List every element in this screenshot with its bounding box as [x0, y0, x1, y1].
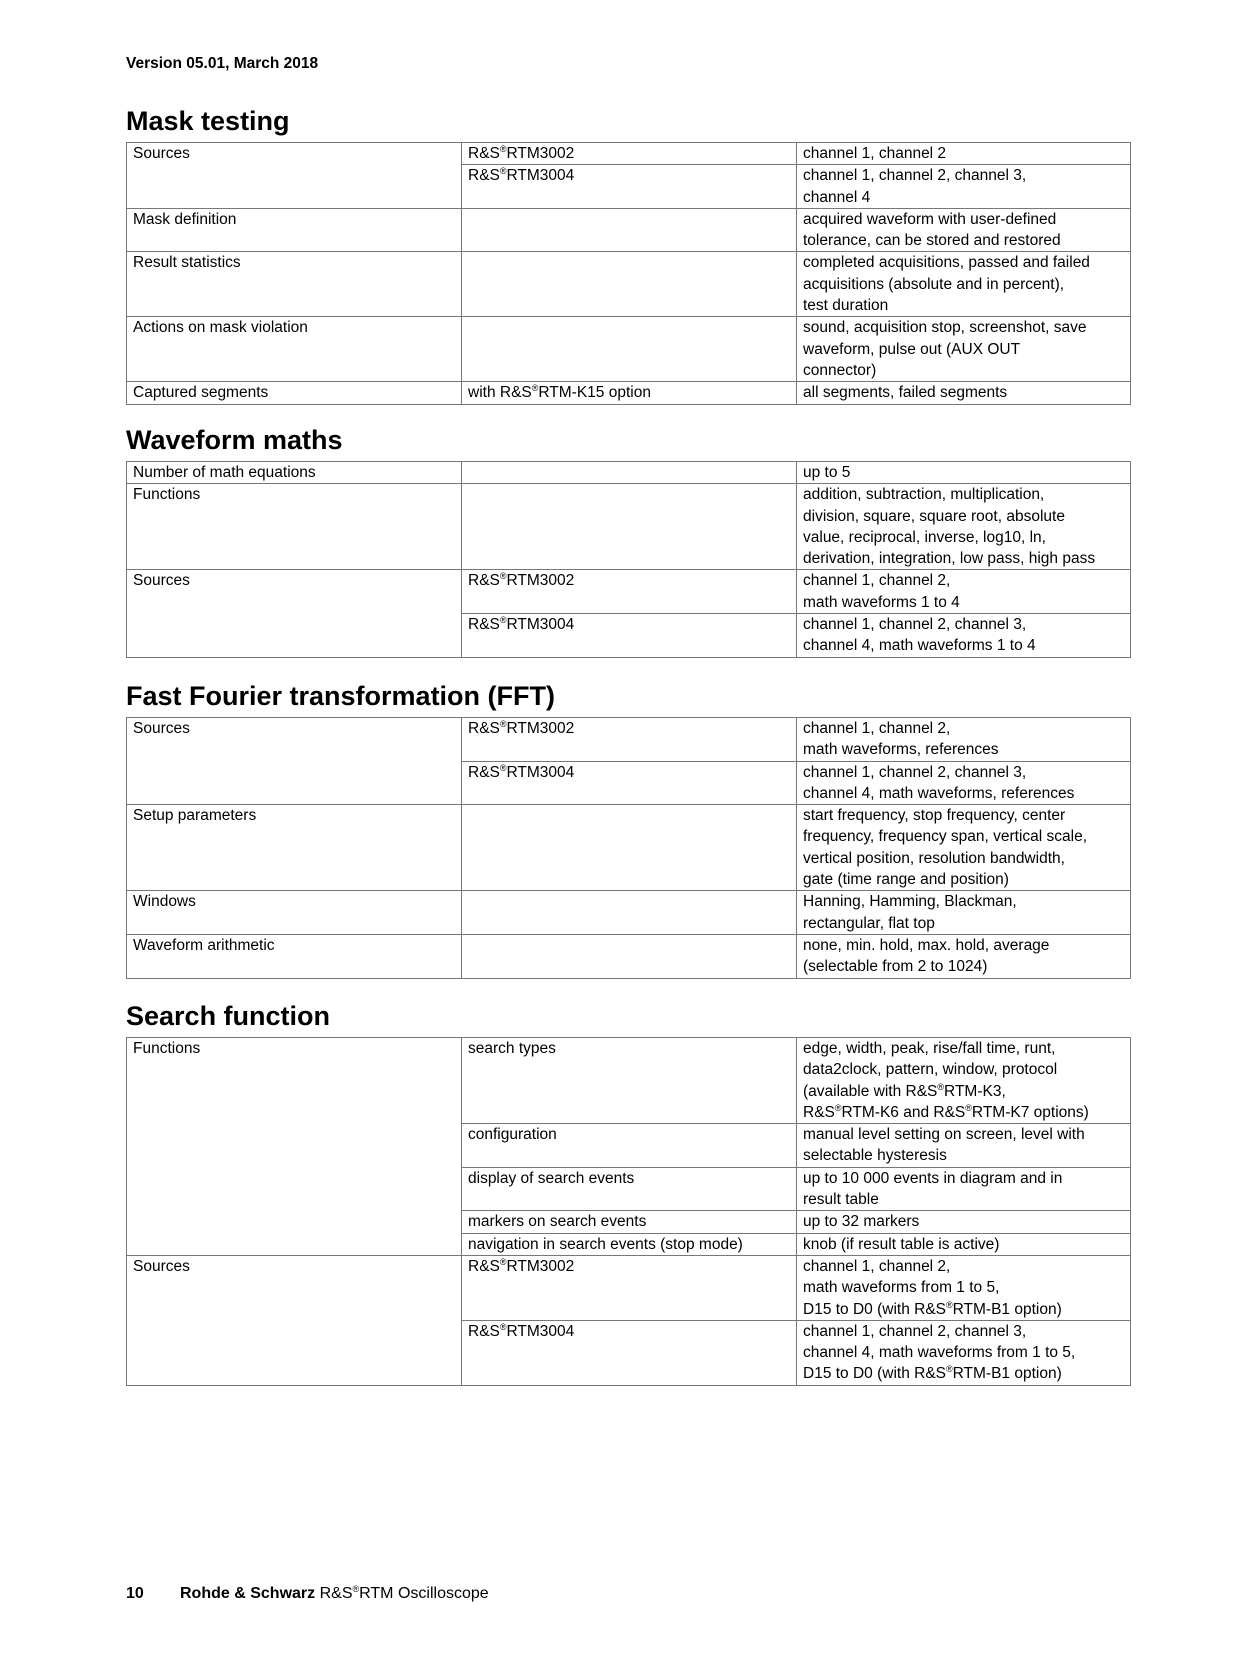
table-row	[127, 805, 1131, 891]
table-row	[127, 317, 1131, 382]
row-label: Actions on mask violation	[127, 317, 462, 382]
section-fft	[126, 679, 1131, 979]
product-name: R&S®RTM Oscilloscope	[319, 1584, 489, 1602]
condition-cell	[462, 317, 797, 382]
value-cell: Hanning, Hamming, Blackman, rectangular, flat top	[797, 891, 1131, 935]
table-row	[127, 570, 1131, 614]
value-cell: up to 10 000 events in diagram and in result table	[797, 1167, 1131, 1211]
value-cell: channel 1, channel 2, channel 3, channel 4	[797, 165, 1131, 209]
table-row	[127, 382, 1131, 404]
table-row	[127, 718, 1131, 762]
value-cell: sound, acquisition stop, screenshot, save waveform, pulse out (AUX OUT connector)	[797, 317, 1131, 382]
condition-cell: R&S®RTM3004	[462, 761, 797, 805]
condition-cell: with R&S®RTM-K15 option	[462, 382, 797, 404]
value-cell: manual level setting on screen, level with selectable hysteresis	[797, 1124, 1131, 1168]
version-line: Version 05.01, March 2018	[126, 55, 319, 72]
row-label: Sources	[127, 718, 462, 805]
row-label: Sources	[127, 1255, 462, 1385]
condition-cell: display of search events	[462, 1167, 797, 1211]
condition-cell: configuration	[462, 1124, 797, 1168]
condition-cell: R&S®RTM3004	[462, 165, 797, 209]
condition-cell: R&S®RTM3002	[462, 143, 797, 165]
section-title: Mask testing	[126, 106, 290, 136]
row-label: Captured segments	[127, 382, 462, 404]
row-label: Sources	[127, 570, 462, 657]
section-title: Search function	[126, 1001, 331, 1031]
row-label: Functions	[127, 1038, 462, 1256]
spec-table	[126, 142, 1131, 405]
section-mask-testing	[126, 104, 1131, 405]
value-cell: none, min. hold, max. hold, average (selectable from 2 to 1024)	[797, 934, 1131, 978]
condition-cell: R&S®RTM3004	[462, 1320, 797, 1385]
table-row	[127, 208, 1131, 252]
table-row	[127, 484, 1131, 570]
value-cell: up to 32 markers	[797, 1211, 1131, 1233]
row-label: Functions	[127, 484, 462, 570]
condition-cell: R&S®RTM3002	[462, 1255, 797, 1320]
value-cell: acquired waveform with user-defined tolerance, can be stored and restored	[797, 208, 1131, 252]
section-title: Waveform maths	[126, 425, 343, 455]
row-label: Sources	[127, 143, 462, 209]
condition-cell: navigation in search events (stop mode)	[462, 1233, 797, 1255]
value-cell: completed acquisitions, passed and failed acquisitions (absolute and in percent), test duration	[797, 252, 1131, 317]
condition-cell	[462, 252, 797, 317]
table-row	[127, 252, 1131, 317]
table-row	[127, 143, 1131, 165]
value-cell: channel 1, channel 2, channel 3, channel 4, math waveforms 1 to 4	[797, 614, 1131, 658]
row-label: Windows	[127, 891, 462, 935]
condition-cell: markers on search events	[462, 1211, 797, 1233]
condition-cell	[462, 934, 797, 978]
value-cell: start frequency, stop frequency, center frequency, frequency span, vertical scale, vertical position, resolution bandwidth, gate (time range and position)	[797, 805, 1131, 891]
row-label: Result statistics	[127, 252, 462, 317]
brand-name: Rohde & Schwarz	[180, 1585, 316, 1602]
section-search-function	[126, 999, 1131, 1386]
section-title: Fast Fourier transformation (FFT)	[126, 681, 556, 711]
value-cell: channel 1, channel 2, math waveforms from 1 to 5, D15 to D0 (with R&S®RTM-B1 option)	[797, 1255, 1131, 1320]
table-row	[127, 891, 1131, 935]
value-cell: addition, subtraction, multiplication, division, square, square root, absolute value, reciprocal, inverse, log10, ln, derivation, integration, low pass, high pass	[797, 484, 1131, 570]
condition-cell	[462, 891, 797, 935]
row-label: Waveform arithmetic	[127, 934, 462, 978]
row-label: Number of math equations	[127, 462, 462, 484]
page-footer	[126, 1585, 489, 1603]
table-row	[127, 934, 1131, 978]
condition-cell: R&S®RTM3002	[462, 718, 797, 762]
condition-cell: R&S®RTM3004	[462, 614, 797, 658]
value-cell: edge, width, peak, rise/fall time, runt, data2clock, pattern, window, protocol (available with R&S®RTM-K3, R&S®RTM-K6 and R&S®RTM-K7 options)	[797, 1038, 1131, 1124]
table-row	[127, 462, 1131, 484]
page-number: 10	[126, 1585, 144, 1602]
value-cell: knob (if result table is active)	[797, 1233, 1131, 1255]
value-cell: all segments, failed segments	[797, 382, 1131, 404]
value-cell: channel 1, channel 2, math waveforms, references	[797, 718, 1131, 762]
condition-cell	[462, 484, 797, 570]
table-row	[127, 1255, 1131, 1320]
row-label: Mask definition	[127, 208, 462, 252]
value-cell: channel 1, channel 2, math waveforms 1 to 4	[797, 570, 1131, 614]
spec-table	[126, 717, 1131, 979]
condition-cell	[462, 805, 797, 891]
condition-cell	[462, 462, 797, 484]
table-row	[127, 1038, 1131, 1124]
spec-table	[126, 461, 1131, 658]
condition-cell: R&S®RTM3002	[462, 570, 797, 614]
value-cell: channel 1, channel 2, channel 3, channel 4, math waveforms from 1 to 5, D15 to D0 (with R&S®RTM-B1 option)	[797, 1320, 1131, 1385]
spec-table	[126, 1037, 1131, 1386]
value-cell: channel 1, channel 2	[797, 143, 1131, 165]
section-waveform-maths	[126, 423, 1131, 658]
condition-cell	[462, 208, 797, 252]
value-cell: channel 1, channel 2, channel 3, channel 4, math waveforms, references	[797, 761, 1131, 805]
row-label: Setup parameters	[127, 805, 462, 891]
value-cell: up to 5	[797, 462, 1131, 484]
condition-cell: search types	[462, 1038, 797, 1124]
